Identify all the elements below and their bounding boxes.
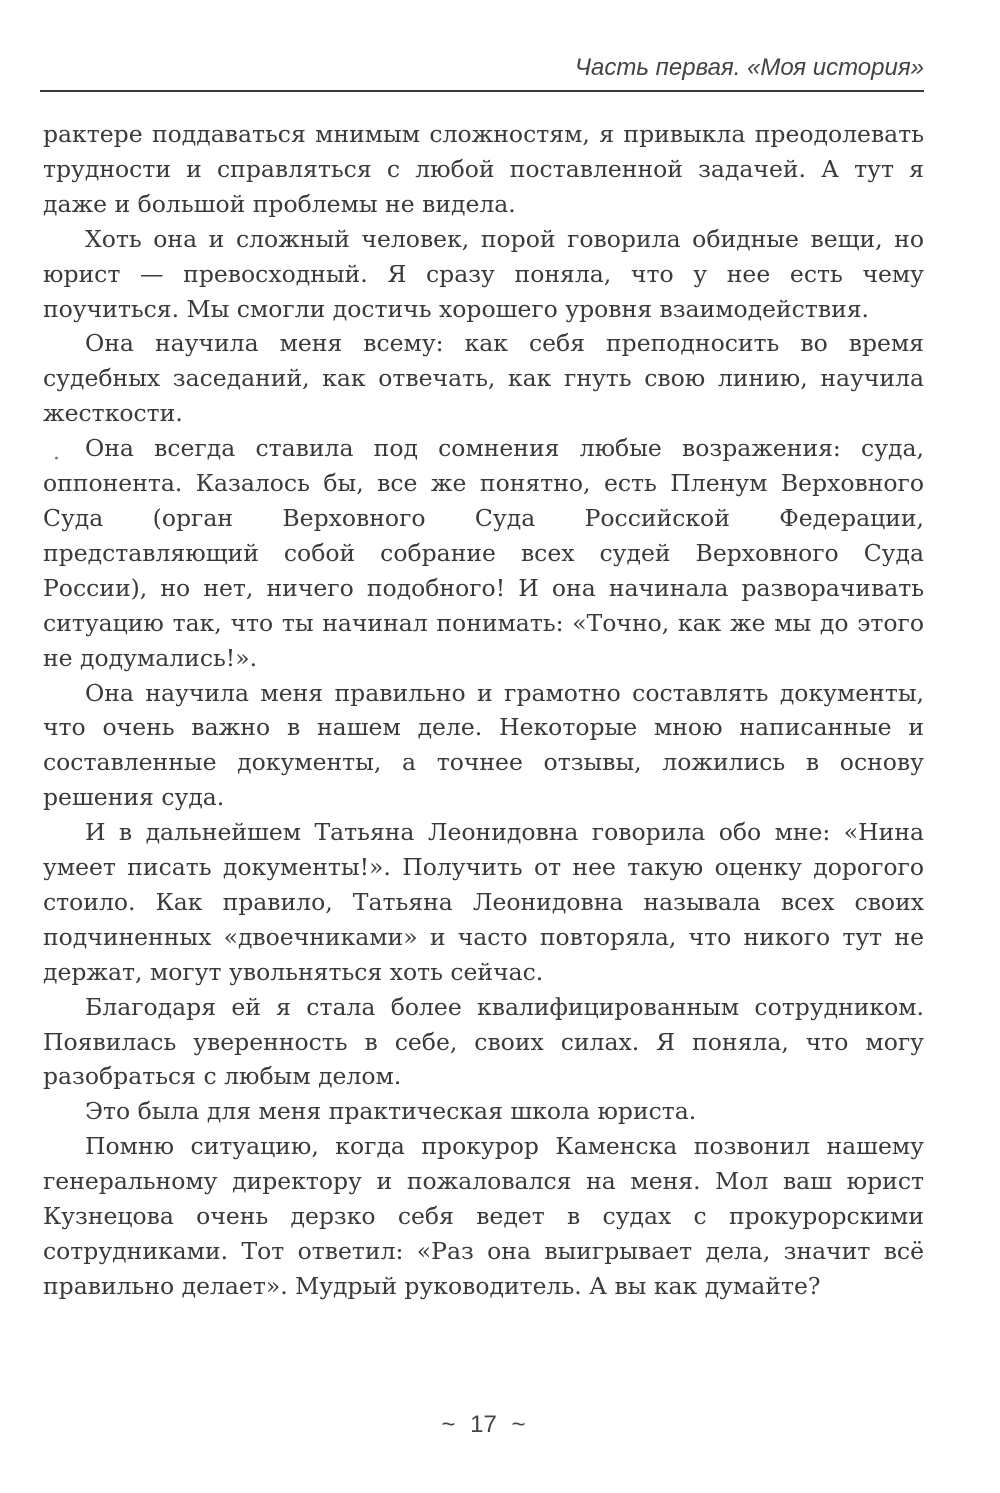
- paragraph: Она научила меня правильно и грамотно составлять документы, что очень важно в нашем деле. Некоторые мною написанные и составленные документы, а точнее отзывы, ложились в основу решения суда.: [43, 678, 924, 812]
- tilde-right: ~: [511, 1411, 526, 1438]
- tilde-left: ~: [441, 1411, 456, 1438]
- paragraph: Она всегда ставила под сомнения любые возражения: суда, оппонента. Казалось бы, все же понятно, есть Пленум Верховного Суда (орган Верховного Суда Российской Федерации, представляющий собой собрание всех судей Верховного Суда России), но нет, ничего подобного! И она начинала разворачивать ситуацию так, что ты начинал понимать: «Точно, как же мы до этого не додумались!».: [43, 434, 924, 672]
- page-number-footer: [0, 1411, 967, 1439]
- paragraph: Она научила меня всему: как себя преподносить во время судебных заседаний, как отвечать, как гнуть свою линию, научила жесткости.: [43, 329, 924, 428]
- paragraph: Помню ситуацию, когда прокурор Каменска позвонил нашему генеральному директору и пожаловался на меня. Мол ваш юрист Кузнецова очень дерзко себя ведет в судах с прокурорскими сотрудниками. Тот ответил: «Раз она выигрывает дела, значит всё правильно делает». Мудрый руководитель. А вы как думайте?: [43, 1132, 924, 1300]
- paragraph: Хоть она и сложный человек, порой говорила обидные вещи, но юрист — превосходный. Я сразу поняла, что у нее есть чему поучиться. Мы смогли достичь хорошего уровня взаимодействия.: [43, 224, 924, 323]
- paragraph: Благодаря ей я стала более квалифицированным сотрудником. Появилась уверенность в себе, своих силах. Я поняла, что могу разобраться с любым делом.: [43, 992, 924, 1091]
- margin-dot-mark: ·: [53, 447, 60, 472]
- paragraph: Это была для меня практическая школа юриста.: [85, 1097, 697, 1126]
- paragraph: И в дальнейшем Татьяна Леонидовна говорила обо мне: «Нина умеет писать документы!». Получить от нее такую оценку дорогого стоило. Как правило, Татьяна Леонидовна называла всех своих подчиненных «двоечниками» и часто повторяла, что никого тут не держат, могут увольняться хоть сейчас.: [43, 818, 924, 986]
- running-header: [40, 52, 924, 92]
- page-number: 17: [470, 1411, 497, 1438]
- body-text: [43, 117, 924, 1304]
- running-title: Часть первая. «Моя история»: [574, 54, 924, 81]
- paragraph: рактере поддаваться мнимым сложностям, я привыкла преодолевать трудности и справляться с любой поставленной задачей. А тут я даже и большой проблемы не видела.: [43, 120, 924, 218]
